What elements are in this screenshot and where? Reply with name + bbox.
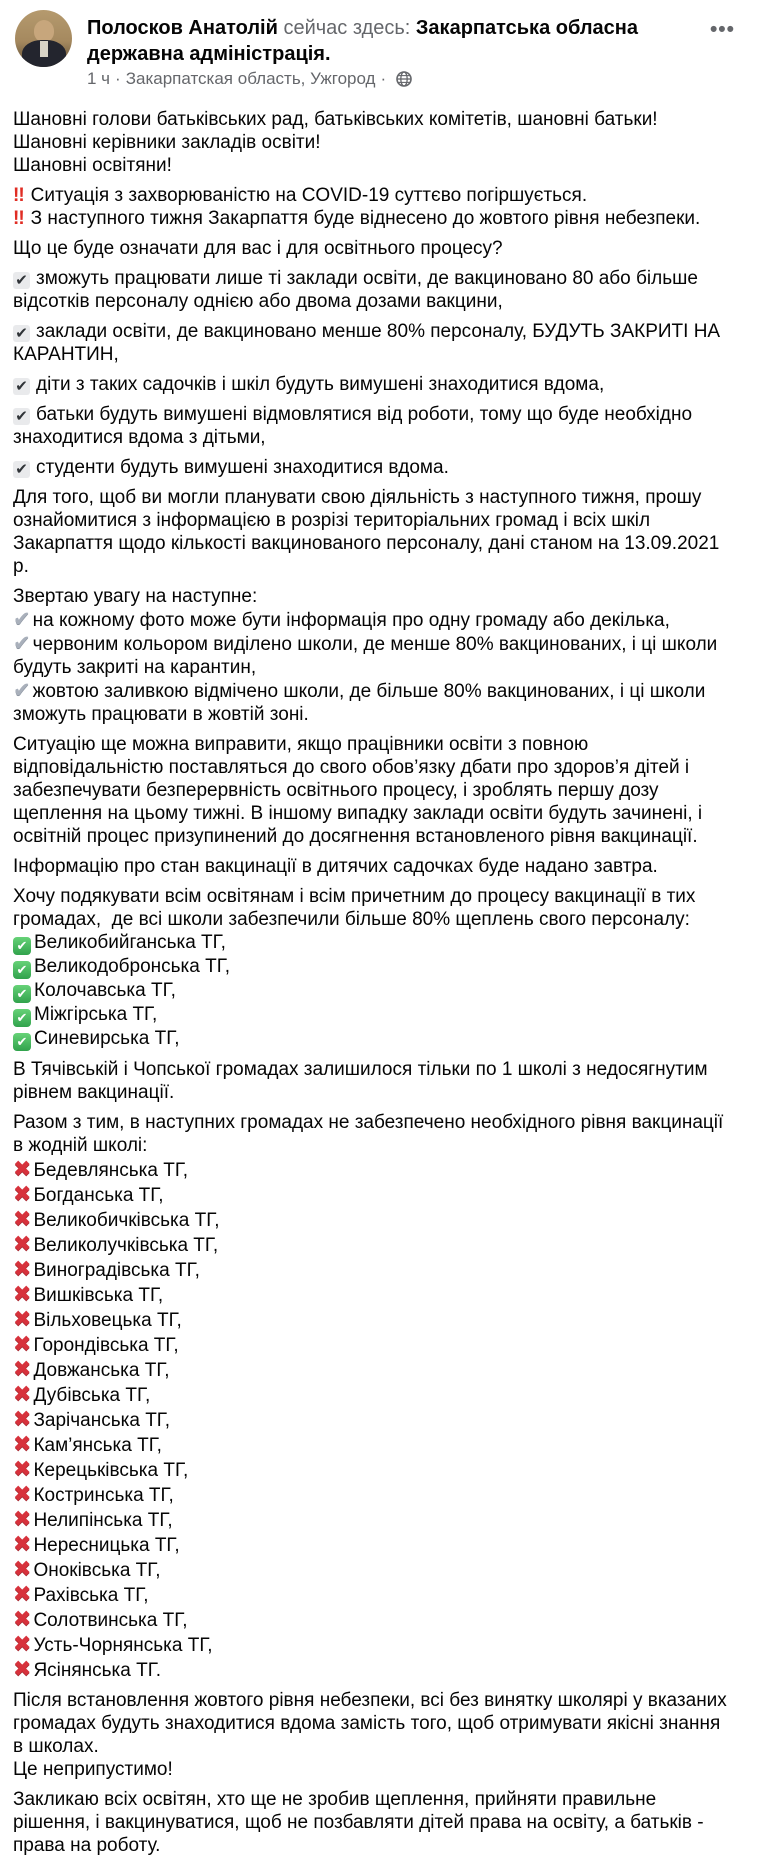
post-text: батьки будуть вимушені відмовлятися від роботи, тому що буде необхідно знаходитися вдома з дітьми, bbox=[13, 404, 698, 448]
post-line bbox=[13, 154, 733, 177]
gray-check-icon: ✔ bbox=[13, 608, 31, 631]
post-header bbox=[0, 0, 759, 91]
red-cross-icon: ✖ bbox=[13, 1381, 32, 1406]
post-line bbox=[13, 373, 733, 396]
green-check-icon: ✔ bbox=[13, 1009, 31, 1027]
post-text: Синевирська ТГ, bbox=[34, 1028, 180, 1049]
green-check-icon: ✔ bbox=[13, 1033, 31, 1051]
double-exclamation-icon: !! bbox=[13, 208, 24, 229]
post-line bbox=[13, 585, 733, 608]
post-line bbox=[13, 855, 733, 878]
post-text: Оноківська ТГ, bbox=[33, 1560, 161, 1581]
red-cross-icon: ✖ bbox=[13, 1431, 32, 1456]
post-line bbox=[13, 237, 733, 260]
checked-box-icon: ✔ bbox=[13, 272, 30, 289]
post-line bbox=[13, 1432, 733, 1457]
post-text: Вишківська ТГ, bbox=[33, 1285, 164, 1306]
post-text: Бедевлянська ТГ, bbox=[33, 1160, 189, 1181]
post-text: Інформацію про стан вакцинації в дитячих садочках буде надано завтра. bbox=[13, 856, 658, 877]
post-text: Міжгірська ТГ, bbox=[34, 1004, 158, 1025]
green-check-icon: ✔ bbox=[13, 937, 31, 955]
post-line bbox=[13, 1332, 733, 1357]
post-line bbox=[13, 403, 733, 449]
post-line bbox=[13, 1457, 733, 1482]
post-line bbox=[13, 1232, 733, 1257]
post-text: Кам’янська ТГ, bbox=[33, 1435, 162, 1456]
post-line bbox=[13, 1357, 733, 1382]
post-text: Керецьківська ТГ, bbox=[33, 1460, 189, 1481]
post-text: Костринська ТГ, bbox=[33, 1485, 174, 1506]
post-text: Що це буде означати для вас і для освітнього процесу? bbox=[13, 238, 503, 259]
checked-box-icon: ✔ bbox=[13, 461, 30, 478]
post-text: Великодобронська ТГ, bbox=[34, 956, 230, 977]
post-text: Нересницька ТГ, bbox=[33, 1535, 180, 1556]
post-line bbox=[13, 1157, 733, 1182]
post-text: Шановні голови батьківських рад, батьківських комітетів, шановні батьки! bbox=[13, 109, 658, 130]
red-cross-icon: ✖ bbox=[13, 1581, 32, 1606]
post-text: Хочу подякувати всім освітянам і всім причетним до процесу вакцинації в тих громадах, де всі школи забезпечили більше 80% щеплень свого персоналу: bbox=[13, 886, 701, 930]
post-text: Дубівська ТГ, bbox=[33, 1385, 151, 1406]
post-options-button[interactable]: ••• bbox=[709, 18, 735, 41]
gray-check-icon: ✔ bbox=[13, 632, 31, 655]
post-line bbox=[13, 1282, 733, 1307]
post-line bbox=[13, 207, 733, 230]
red-cross-icon: ✖ bbox=[13, 1331, 32, 1356]
page-link[interactable]: Закарпатська обласна державна адміністрація bbox=[87, 17, 638, 65]
post-text: Великобичківська ТГ, bbox=[33, 1210, 220, 1231]
red-cross-icon: ✖ bbox=[13, 1356, 32, 1381]
checked-box-icon: ✔ bbox=[13, 378, 30, 395]
checked-box-icon: ✔ bbox=[13, 408, 30, 425]
post-text: на кожному фото може бути інформація про одну громаду або декілька, bbox=[32, 610, 670, 631]
post-line bbox=[13, 1307, 733, 1332]
post-text: Усть-Чорнянська ТГ, bbox=[33, 1635, 213, 1656]
checked-box-icon: ✔ bbox=[13, 325, 30, 342]
post-line bbox=[13, 1207, 733, 1232]
post-text: Ситуацію ще можна виправити, якщо працівники освіти з повною відповідальністю поставляться до свого обов’язку дбати про здоров’я дітей і забезпечувати безперервність освітнього процесу, і зроблять першу дозу щеплення на цьому тижні. В іншому випадку заклади освіти будуть зачинені, і освітній процес призупинений до досягнення встановленого рівня вакцинації. bbox=[13, 734, 708, 847]
post-text: Закликаю всіх освітян, хто ще не зробив щеплення, прийняти правильне рішення, і вакцинуватися, щоб не позбавляти дітей права на освіту, а батьків - права на роботу. bbox=[13, 1789, 709, 1856]
post-line bbox=[13, 456, 733, 479]
post-byline bbox=[87, 15, 687, 67]
post-text: Ситуація з захворюваністю на COVID-19 суттєво погіршується. bbox=[30, 185, 588, 206]
red-cross-icon: ✖ bbox=[13, 1481, 32, 1506]
post-line bbox=[13, 1182, 733, 1207]
post-line bbox=[13, 1407, 733, 1432]
red-cross-icon: ✖ bbox=[13, 1656, 32, 1681]
post-line bbox=[13, 1632, 733, 1657]
post-text: жовтою заливкою відмічено школи, де більше 80% вакцинованих, і ці школи зможуть працювати в жовтій зоні. bbox=[13, 681, 711, 725]
post-line bbox=[13, 1058, 733, 1104]
post-text: Шановні керівники закладів освіти! bbox=[13, 132, 321, 153]
post-line bbox=[13, 131, 733, 154]
post-line bbox=[13, 1382, 733, 1407]
red-cross-icon: ✖ bbox=[13, 1631, 32, 1656]
post-text: Для того, щоб ви могли планувати свою діяльність з наступного тижня, прошу ознайомитися з інформацією в розрізі територіальних громад і всіх шкіл Закарпаття щодо кількості вакцинованого персоналу, дані станом на 13.09.2021 р. bbox=[13, 487, 725, 577]
green-check-icon: ✔ bbox=[13, 961, 31, 979]
red-cross-icon: ✖ bbox=[13, 1506, 32, 1531]
gray-check-icon: ✔ bbox=[13, 679, 31, 702]
red-cross-icon: ✖ bbox=[13, 1281, 32, 1306]
post-line bbox=[13, 1003, 733, 1027]
post-text: Колочавська ТГ, bbox=[34, 980, 176, 1001]
post-line bbox=[13, 1507, 733, 1532]
post-text: зможуть працювати лише ті заклади освіти, де вакциновано 80 або більше відсотків персоналу однією або двома дозами вакцини, bbox=[13, 268, 704, 312]
privacy-globe-icon bbox=[396, 71, 412, 87]
post-text: Ясінянська ТГ. bbox=[33, 1660, 161, 1681]
red-cross-icon: ✖ bbox=[13, 1531, 32, 1556]
post-text: Звертаю увагу на наступне: bbox=[13, 586, 258, 607]
post-text: діти з таких садочків і шкіл будуть вимушені знаходитися вдома, bbox=[36, 374, 605, 395]
post-line bbox=[13, 733, 733, 848]
post-text: Нелипінська ТГ, bbox=[33, 1510, 173, 1531]
red-cross-icon: ✖ bbox=[13, 1456, 32, 1481]
double-exclamation-icon: !! bbox=[13, 185, 24, 206]
red-cross-icon: ✖ bbox=[13, 1306, 32, 1331]
post-line bbox=[13, 1027, 733, 1051]
post-text: Великолучківська ТГ, bbox=[33, 1235, 219, 1256]
author-link[interactable]: Полосков Анатолій bbox=[87, 17, 278, 39]
timestamp[interactable]: 1 ч bbox=[87, 69, 111, 88]
meta-separator: · bbox=[380, 69, 387, 88]
post-body bbox=[0, 91, 759, 1873]
post-line bbox=[13, 979, 733, 1003]
post-text: Після встановлення жовтого рівня небезпеки, всі без винятку школярі у вказаних громадах будуть знаходитися вдома замість того, щоб отримувати якісні знання в школах. bbox=[13, 1690, 733, 1757]
post-line bbox=[13, 267, 733, 313]
red-cross-icon: ✖ bbox=[13, 1181, 32, 1206]
byline-period: . bbox=[324, 43, 331, 65]
post-text: В Тячівській і Чопської громадах залишилося тільки по 1 школі з недосягнутим рівнем вакцинації. bbox=[13, 1059, 713, 1103]
meta-separator: · bbox=[115, 69, 121, 88]
post-text: З наступного тижня Закарпаття буде віднесено до жовтого рівня небезпеки. bbox=[30, 208, 701, 229]
red-cross-icon: ✖ bbox=[13, 1406, 32, 1431]
post-line bbox=[13, 486, 733, 578]
post-text: Великобийганська ТГ, bbox=[34, 932, 226, 953]
post-text: заклади освіти, де вакциновано менше 80% персоналу, БУДУТЬ ЗАКРИТІ НА КАРАНТИН, bbox=[13, 321, 726, 365]
post-line bbox=[13, 632, 733, 679]
post-text: Це неприпустимо! bbox=[13, 1759, 173, 1780]
green-check-icon: ✔ bbox=[13, 985, 31, 1003]
post-line bbox=[13, 1657, 733, 1682]
header-meta bbox=[87, 10, 687, 89]
post-text: Богданська ТГ, bbox=[33, 1185, 164, 1206]
post-text: студенти будуть вимушені знаходитися вдома. bbox=[36, 457, 449, 478]
post-line bbox=[13, 1532, 733, 1557]
post-line bbox=[13, 1607, 733, 1632]
post-text: Солотвинська ТГ, bbox=[33, 1610, 188, 1631]
post-line bbox=[13, 955, 733, 979]
post-line bbox=[13, 1257, 733, 1282]
location-link[interactable]: Закарпатская область, Ужгород bbox=[125, 69, 376, 88]
red-cross-icon: ✖ bbox=[13, 1206, 32, 1231]
post-line bbox=[13, 931, 733, 955]
post-line bbox=[13, 608, 733, 632]
avatar-photo-shirt bbox=[40, 41, 48, 57]
post-line bbox=[13, 320, 733, 366]
post-text: Зарічанська ТГ, bbox=[33, 1410, 171, 1431]
red-cross-icon: ✖ bbox=[13, 1156, 32, 1181]
post-line bbox=[13, 1557, 733, 1582]
post-text: Довжанська ТГ, bbox=[33, 1360, 170, 1381]
post-line bbox=[13, 184, 733, 207]
post-line bbox=[13, 885, 733, 931]
post-text: Виноградівська ТГ, bbox=[33, 1260, 200, 1281]
red-cross-icon: ✖ bbox=[13, 1606, 32, 1631]
red-cross-icon: ✖ bbox=[13, 1556, 32, 1581]
post-text: червоним кольором виділено школи, де менше 80% вакцинованих, і ці школи будуть закриті на карантин, bbox=[13, 634, 723, 678]
post-line bbox=[13, 1758, 733, 1781]
avatar-photo bbox=[34, 20, 54, 42]
post-line bbox=[13, 1788, 733, 1857]
post-text: Шановні освітяни! bbox=[13, 155, 172, 176]
post-text: Разом з тим, в наступних громадах не забезпечено необхідного рівня вакцинації в жодній школі: bbox=[13, 1112, 729, 1156]
post-line bbox=[13, 1482, 733, 1507]
post-text: Рахівська ТГ, bbox=[33, 1585, 149, 1606]
post-line bbox=[13, 679, 733, 726]
post-line bbox=[13, 108, 733, 131]
post-text: Вільховецька ТГ, bbox=[33, 1310, 182, 1331]
checkin-context: сейчас здесь: bbox=[277, 17, 416, 39]
post-text: Горондівська ТГ, bbox=[33, 1335, 179, 1356]
post-line bbox=[13, 1111, 733, 1157]
red-cross-icon: ✖ bbox=[13, 1256, 32, 1281]
post-line bbox=[13, 1689, 733, 1758]
post-line bbox=[13, 1582, 733, 1607]
red-cross-icon: ✖ bbox=[13, 1231, 32, 1256]
avatar[interactable] bbox=[15, 10, 72, 67]
post-meta-line bbox=[87, 69, 687, 89]
